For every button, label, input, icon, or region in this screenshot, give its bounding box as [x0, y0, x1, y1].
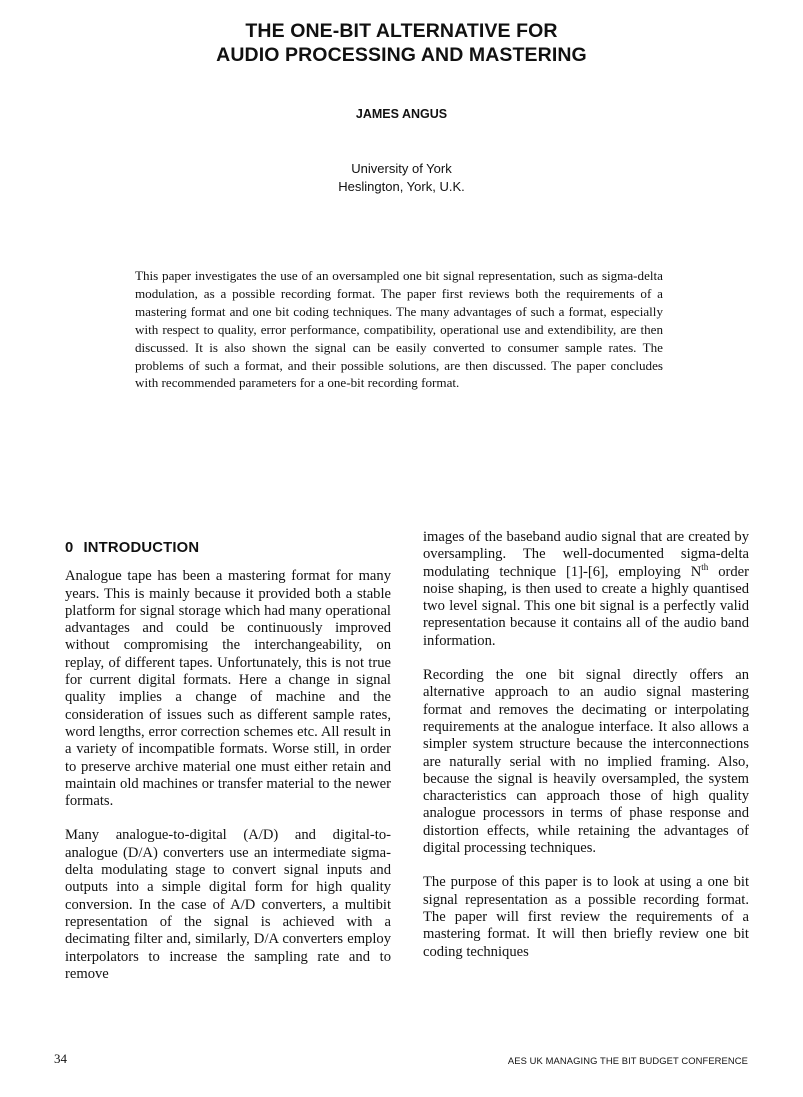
author-name: JAMES ANGUS: [355, 107, 448, 121]
affiliation-line-2: Heslington, York, U.K.: [338, 179, 465, 194]
section-number: 0: [65, 540, 74, 556]
superscript-th: th: [701, 561, 709, 572]
paper-title: [0, 19, 803, 67]
right-column: [423, 529, 749, 978]
intro-paragraph-3: [423, 529, 749, 650]
left-column: [65, 540, 391, 1000]
intro-paragraph-1: Analogue tape has been a mastering format for many years. This is mainly because it provided both a stable platform for signal storage which had many operational advantages and could be continuously improved without compromising the interchangeability, on replay, of different tapes. Unfortunately, this is not true for current digital formats. Here a change in signal quality implies a change of machine and the consideration of issues such as different sample rates, word lengths, error correction schemes etc. All result in a variety of incompatible formats. Worse still, in order to preserve archive material one must either retain and maintain old machines or transfer material to the newer formats.: [65, 568, 391, 810]
paragraph-3-text-b: order noise shaping, is then used to create a highly quantised two level signal. This one bit signal is a perfectly valid representation because it contains all of the audio band information.: [423, 563, 749, 649]
intro-paragraph-2: Many analogue-to-digital (A/D) and digital-to-analogue (D/A) converters use an intermediate sigma-delta modulating stage to convert signal inputs and outputs into a simple digital form for high quality conversion. In the case of A/D converters, a multibit representation of the signal is achieved with a decimating filter and, similarly, D/A converters employ interpolators to increase the sampling rate and to remove: [65, 827, 391, 982]
abstract: This paper investigates the use of an oversampled one bit signal representation, such as sigma-delta modulation, as a possible recording format. The paper first reviews both the requirements of a mastering format and one bit coding techniques. The many advantages of such a format, especially with respect to quality, error performance, compatibility, operational use and extendibility, are then discussed. It is also shown the signal can be easily converted to consumer sample rates. The problems of such a format, and their possible solutions, are then discussed. The paper concludes with recommended parameters for a one-bit recording format.: [135, 268, 663, 391]
section-heading: [65, 540, 391, 557]
affiliation-line-1: University of York: [351, 161, 452, 176]
intro-paragraph-5: The purpose of this paper is to look at using a one bit signal representation as a possible recording format. The paper will first review the requirements of a mastering format. It will then briefly review one bit coding techniques: [423, 874, 749, 960]
title-line-2: AUDIO PROCESSING AND MASTERING: [216, 44, 587, 66]
section-title: INTRODUCTION: [83, 540, 200, 556]
intro-paragraph-4: Recording the one bit signal directly offers an alternative approach to an audio signal mastering format and removes the decimating or interpolating requirements at the analogue interface. It also allows a simpler system structure because the interconnections are naturally serial with no implied framing. Also, because the signal is heavily oversampled, the system characteristics can approach those of high quality analogue processors in terms of phase response and distortion effects, while retaining the advantages of digital processing techniques.: [423, 667, 749, 857]
affiliation: [0, 160, 803, 196]
title-line-1: THE ONE-BIT ALTERNATIVE FOR: [245, 20, 558, 42]
paragraph-3-text-a: images of the baseband audio signal that are created by oversampling. The well-documented sigma-delta modulating technique [1]-[6], employing N: [423, 529, 749, 580]
page-number: 34: [54, 1051, 67, 1066]
conference-footer: AES UK MANAGING THE BIT BUDGET CONFERENCE: [507, 1055, 748, 1066]
